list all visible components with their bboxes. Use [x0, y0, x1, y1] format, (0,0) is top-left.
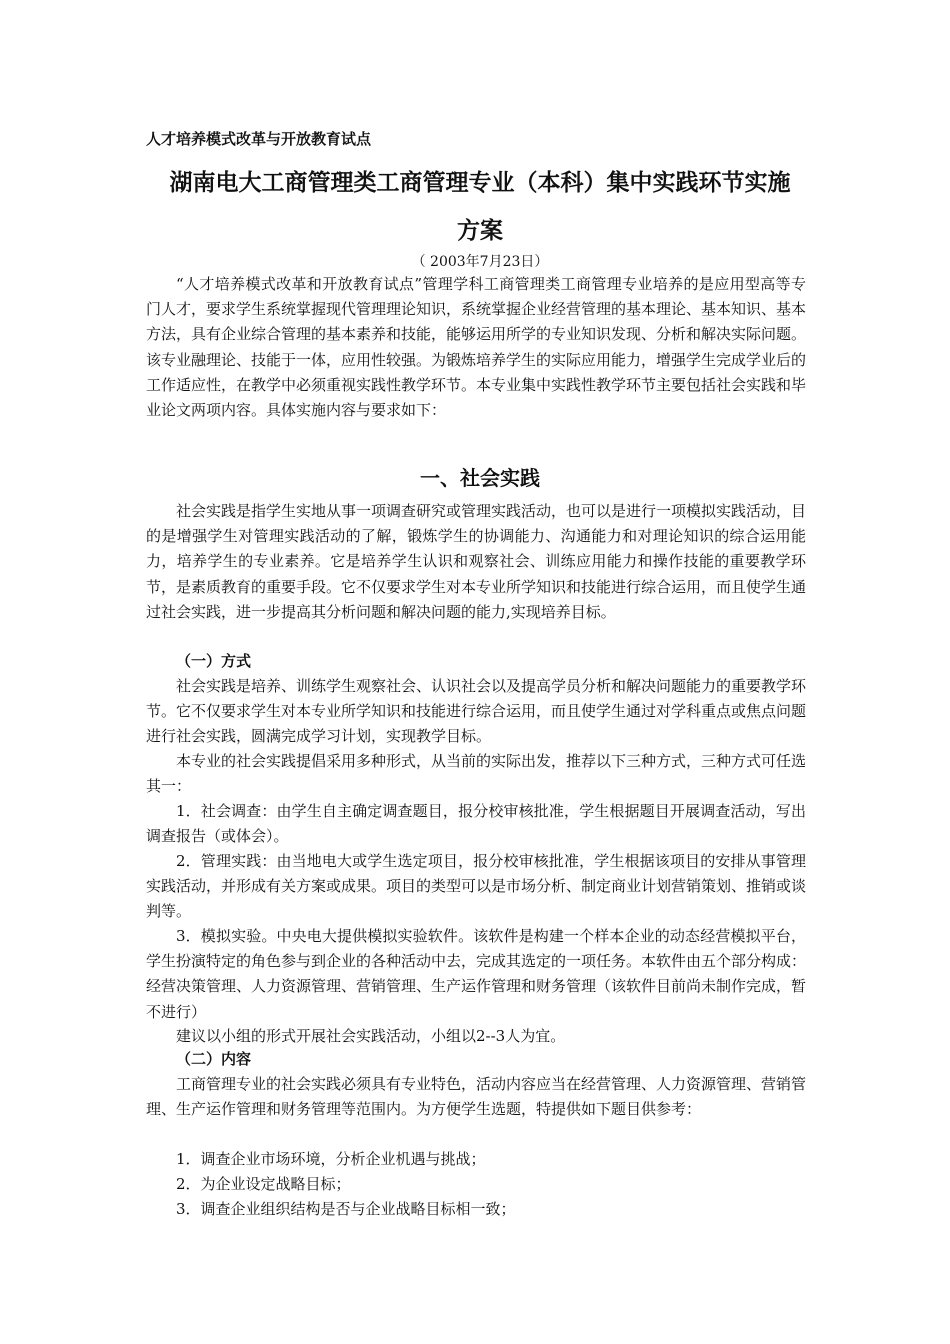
method-item-1: 1．社会调查：由学生自主确定调查题目，报分校审核批准，学生根据题目开展调查活动，写出调查报告（或体会）。 [146, 802, 806, 846]
intro-paragraph: “人才培养模式改革和开放教育试点”管理学科工商管理类工商管理专业培养的是应用型高等专门人才，要求学生系统掌握现代管理理论知识，系统掌握企业经营管理的基本理论、基本知识、基本方法，具有企业综合管理的基本素养和技能，能够运用所学的专业知识发现、分析和解决实际问题。该专业融理论、技能于一体，应用性较强。为锻炼培养学生的实际应用能力，增强学生完成学业后的工作适应性，在教学中必须重视实践性教学环节。本专业集中实践性教学环节主要包括社会实践和毕业论文两项内容。具体实施内容与要求如下： [146, 275, 807, 420]
method-paragraph-2: 本专业的社会实践提倡采用多种形式，从当前的实际出发，推荐以下三种方式，三种方式可任选其一： [146, 752, 807, 796]
method-paragraph-1: 社会实践是培养、训练学生观察社会、认识社会以及提高学员分析和解决问题能力的重要教学环节。它不仅要求学生对本专业所学知识和技能进行综合运用，而且使学生通过对学科重点或焦点问题进行社会实践，圆满完成学习计划，实现教学目标。 [146, 677, 807, 746]
topic-item-2: 2．为企业设定战略目标； [176, 1175, 351, 1193]
document-title-line2: 方案 [457, 218, 503, 244]
section-heading-social-practice: 一、社会实践 [420, 466, 540, 490]
topic-item-1: 1．调查企业市场环境，分析企业机遇与挑战； [176, 1150, 486, 1168]
content-paragraph: 工商管理专业的社会实践必须具有专业特色，活动内容应当在经营管理、人力资源管理、营销管理、生产运作管理和财务管理等范围内。为方便学生选题，特提供如下题目供参考： [146, 1075, 807, 1119]
method-item-3: 3．模拟实验。中央电大提供模拟实验软件。该软件是构建一个样本企业的动态经营模拟平台，学生扮演特定的角色参与到企业的各种活动中去，完成其选定的一项任务。本软件由五个部分构成：经营决策管理、人力资源管理、营销管理、生产运作管理和财务管理（该软件目前尚未制作完成，暂不进行） [146, 927, 807, 1021]
document-date: （ 2003年7月23日） [411, 254, 549, 270]
document-title-line1: 湖南电大工商管理类工商管理专业（本科）集中实践环节实施 [169, 170, 791, 196]
method-paragraph-3: 建议以小组的形式开展社会实践活动，小组以2--3人为宜。 [176, 1027, 566, 1045]
subsection-heading-content: （二）内容 [176, 1050, 252, 1068]
section1-paragraph: 社会实践是指学生实地从事一项调查研究或管理实践活动，也可以是进行一项模拟实践活动，目的是增强学生对管理实践活动的了解，锻炼学生的协调能力、沟通能力和对理论知识的综合运用能力，培养学生的专业素养。它是培养学生认识和观察社会、训练应用能力和操作技能的重要教学环节，是素质教育的重要手段。它不仅要求学生对本专业所学知识和技能进行综合运用，而且使学生通过社会实践，进一步提高其分析问题和解决问题的能力,实现培养目标。 [146, 502, 807, 621]
method-item-2: 2．管理实践：由当地电大或学生选定项目，报分校审核批准，学生根据该项目的安排从事管理实践活动，并形成有关方案或成果。项目的类型可以是市场分析、制定商业计划营销策划、推销或谈判等。 [146, 852, 807, 921]
topic-item-3: 3．调查企业组织结构是否与企业战略目标相一致； [176, 1200, 516, 1218]
series-label: 人才培养模式改革与开放教育试点 [146, 130, 372, 148]
subsection-heading-method: （一）方式 [176, 652, 252, 670]
